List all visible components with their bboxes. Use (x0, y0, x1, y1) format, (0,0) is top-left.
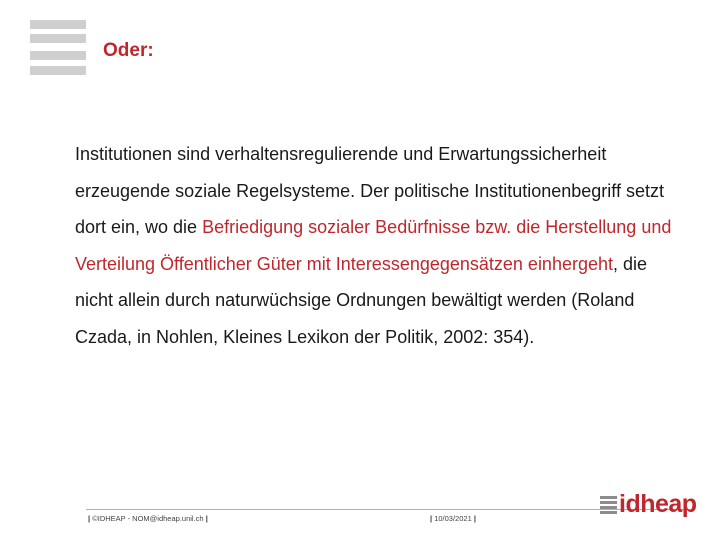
bar-4 (30, 66, 86, 75)
slide-title: Oder: (103, 40, 154, 61)
bar-1 (30, 20, 86, 29)
footer-copyright (88, 514, 208, 523)
menu-bars-icon (30, 20, 86, 76)
body-text-plain-2: , die nicht allein durch naturwüchsige Ordnungen bewältigt werden (Roland Czada, in Nohlen, Kleines Lexikon der Politik, 2002: 354). (75, 253, 648, 347)
bar-3 (30, 51, 86, 60)
body-text-highlight: Befriedigung sozialer Bedürfnisse bzw. die Herstellung und Verteilung Öffentlicher Güter mit Interessengegensätzen einhergeht (75, 217, 672, 274)
footer-pipe: | (205, 514, 208, 523)
logo-lines-icon (600, 496, 617, 516)
idheap-logo (600, 490, 697, 520)
body-paragraph (75, 136, 685, 355)
footer-date (430, 514, 476, 523)
footer-pipe: | (430, 514, 433, 523)
footer-pipe: | (473, 514, 476, 523)
footer-date-text: 10/03/2021 (434, 514, 472, 523)
footer-copyright-text: ©IDHEAP - NOM@idheap.unil.ch (92, 514, 204, 523)
bar-2 (30, 34, 86, 43)
footer-pipe: | (88, 514, 91, 523)
body-text-plain-1: Institutionen sind verhaltensregulierende und Erwartungssicherheit erzeugende soziale Regelsysteme. Der politische Institutionenbegriff setzt dort ein, wo die (75, 144, 664, 237)
logo-text: idheap (619, 490, 697, 518)
